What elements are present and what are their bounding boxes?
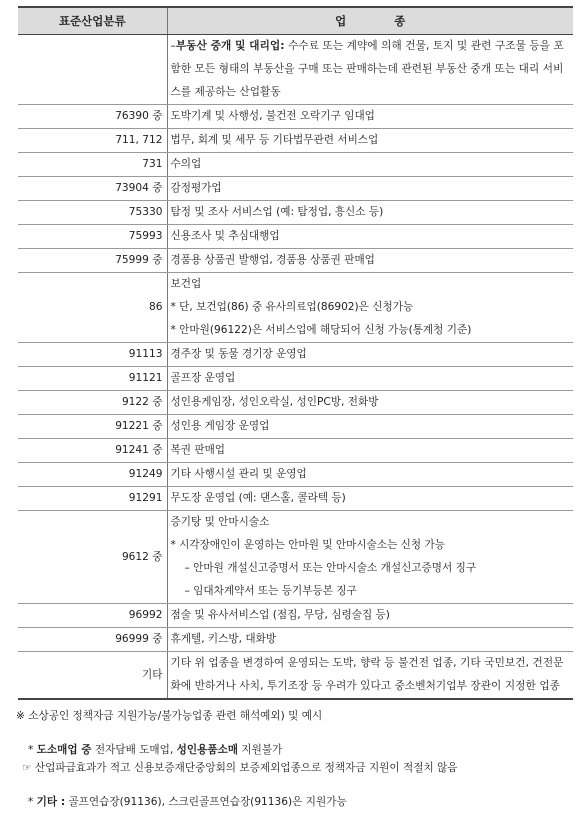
code-cell: 96999 중 bbox=[18, 628, 167, 652]
intro-bold: 부동산 중개 및 대리업: bbox=[175, 40, 285, 52]
code-cell: 91121 bbox=[18, 367, 167, 391]
desc-line: 증기탕 및 안마시술소 bbox=[170, 516, 270, 528]
code-cell: 9612 중 bbox=[18, 511, 167, 604]
table-row bbox=[18, 487, 573, 511]
table-row bbox=[18, 415, 573, 439]
table-row bbox=[18, 249, 573, 273]
code-cell: 91249 bbox=[18, 463, 167, 487]
desc-cell: 감정평가업 bbox=[167, 177, 573, 201]
desc-cell: 경주장 및 동물 경기장 운영업 bbox=[167, 343, 573, 367]
note-bold: 성인용품소매 bbox=[176, 744, 239, 756]
desc-subnote: – 임대차계약서 또는 등기부등본 징구 bbox=[184, 585, 357, 597]
note-bold: 도소매업 중 bbox=[36, 744, 92, 756]
code-cell: 75330 bbox=[18, 201, 167, 225]
code-cell: 75999 중 bbox=[18, 249, 167, 273]
desc-cell: 탐정 및 조사 서비스업 (예: 탐정업, 흥신소 등) bbox=[167, 201, 573, 225]
table-row bbox=[18, 177, 573, 201]
header-industry-code: 표준산업분류 bbox=[18, 7, 167, 35]
code-cell: 기타 bbox=[18, 652, 167, 700]
code-cell: 91291 bbox=[18, 487, 167, 511]
table-row bbox=[18, 463, 573, 487]
note-bold: 기타 : bbox=[36, 796, 66, 808]
desc-cell: 복권 판매업 bbox=[167, 439, 573, 463]
header-industry: 업 종 bbox=[167, 7, 573, 35]
desc-note: * 단, 보건업(86) 중 유사의료업(86902)은 신청가능 bbox=[170, 301, 414, 313]
note-wholesale bbox=[28, 741, 282, 759]
code-cell: 91221 중 bbox=[18, 415, 167, 439]
desc-cell: 성인용게임장, 성인오락실, 성인PC방, 전화방 bbox=[167, 391, 573, 415]
desc-line: 보건업 bbox=[170, 278, 202, 290]
code-cell: 76390 중 bbox=[18, 105, 167, 129]
desc-cell: 수의업 bbox=[167, 153, 573, 177]
desc-cell: 경품용 상품권 발행업, 경품용 상품권 판매업 bbox=[167, 249, 573, 273]
bullet: * bbox=[28, 796, 37, 808]
table-row-massage bbox=[18, 511, 573, 604]
table-row bbox=[18, 153, 573, 177]
table-row-real-estate bbox=[18, 35, 573, 105]
table-row bbox=[18, 628, 573, 652]
desc-cell: 성인용 게임장 운영업 bbox=[167, 415, 573, 439]
code-cell: 73904 중 bbox=[18, 177, 167, 201]
desc-cell: 법무, 회계 및 세무 등 기타법무관련 서비스업 bbox=[167, 129, 573, 153]
table-row bbox=[18, 604, 573, 628]
note-text: 지원불가 bbox=[238, 744, 283, 756]
table-row bbox=[18, 129, 573, 153]
bullet: * bbox=[28, 744, 37, 756]
desc-cell: 무도장 운영업 (예: 댄스홀, 콜라텍 등) bbox=[167, 487, 573, 511]
table-row bbox=[18, 391, 573, 415]
desc-cell: 기타 위 업종을 변경하여 운영되는 도박, 향락 등 불건전 업종, 기타 국민보건, 건전문화에 반하거나 사치, 투기조장 등 우려가 있다고 중소벤처기업부 장관이 지정한 업종 bbox=[167, 652, 573, 700]
desc-cell: 점술 및 유사서비스업 (점집, 무당, 심령술집 등) bbox=[167, 604, 573, 628]
table-row bbox=[18, 367, 573, 391]
code-cell: 91241 중 bbox=[18, 439, 167, 463]
desc-cell: 휴게텔, 키스방, 대화방 bbox=[167, 628, 573, 652]
desc-cell: 기타 사행시설 관리 및 운영업 bbox=[167, 463, 573, 487]
table-row bbox=[18, 439, 573, 463]
intro-text: 수수료 또는 계약에 의해 건물, 토지 및 관련 구조물 등을 포함한 모든 형태의 부동산을 구매 또는 판매하는데 관련된 부동산 중개 또는 대리 서비스를 제공하는 산업활동 bbox=[170, 40, 564, 98]
desc-cell bbox=[167, 511, 573, 604]
code-cell: 96992 bbox=[18, 604, 167, 628]
code-cell bbox=[18, 35, 167, 105]
desc-cell: 골프장 운영업 bbox=[167, 367, 573, 391]
table-row bbox=[18, 201, 573, 225]
code-cell: 75993 bbox=[18, 225, 167, 249]
table-row-other bbox=[18, 652, 573, 700]
code-cell: 86 bbox=[18, 273, 167, 343]
code-cell: 9122 중 bbox=[18, 391, 167, 415]
code-cell: 91113 bbox=[18, 343, 167, 367]
code-cell: 711, 712 bbox=[18, 129, 167, 153]
note-reason: ☞ 산업파급효과가 적고 신용보증재단중앙회의 보증제외업종으로 정책자금 지원이 적절치 않음 bbox=[22, 762, 458, 774]
restricted-industry-table bbox=[18, 6, 573, 700]
table-row bbox=[18, 343, 573, 367]
table-row bbox=[18, 225, 573, 249]
note-text: 골프연습장(91136), 스크린골프연습장(91136)은 지원가능 bbox=[65, 796, 347, 808]
notes-section bbox=[16, 707, 576, 808]
desc-note: * 안마원(96122)은 서비스업에 해당되어 신청 가능(통계청 기준) bbox=[170, 324, 472, 336]
note-other bbox=[28, 793, 347, 811]
code-cell: 731 bbox=[18, 153, 167, 177]
note-text: 전자담배 도매업, bbox=[91, 744, 177, 756]
desc-subnote: – 안마원 개설신고증명서 또는 안마시술소 개설신고증명서 징구 bbox=[184, 562, 477, 574]
table-header-row bbox=[18, 7, 573, 35]
table-row bbox=[18, 105, 573, 129]
desc-cell: 도박기계 및 사행성, 불건전 오락기구 임대업 bbox=[167, 105, 573, 129]
desc-cell bbox=[167, 35, 573, 105]
desc-cell: 신용조사 및 추심대행업 bbox=[167, 225, 573, 249]
dash: – bbox=[170, 40, 176, 52]
table-row-health bbox=[18, 273, 573, 343]
note-heading: ※ 소상공인 정책자금 지원가능/불가능업종 관련 해석예외) 및 예시 bbox=[16, 710, 323, 722]
desc-cell bbox=[167, 273, 573, 343]
desc-note: * 시각장애인이 운영하는 안마원 및 안마시술소는 신청 가능 bbox=[170, 539, 445, 551]
